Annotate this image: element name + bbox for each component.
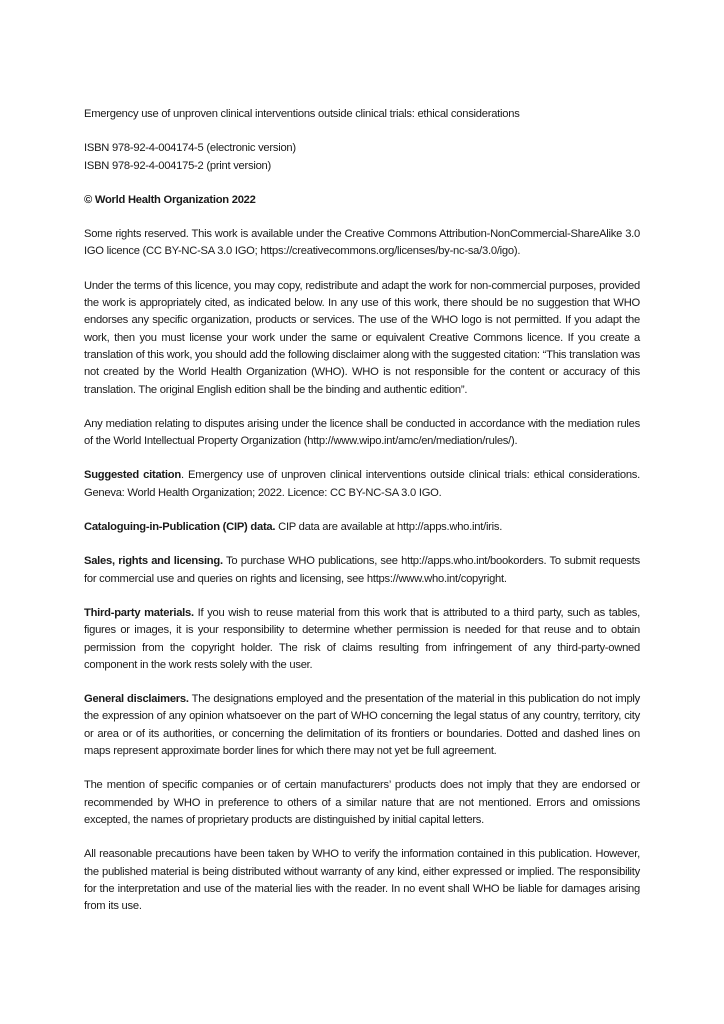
isbn-block	[84, 140, 640, 175]
mediation-paragraph: Any mediation relating to disputes arising under the licence shall be conducted in accordance with the mediation rules of the World Intellectual Property Organization (http://www.wipo.int/amc/en/mediation/rules/).	[84, 417, 640, 448]
sales-text: To purchase WHO publications, see http://apps.who.int/bookorders. To submit requests for commercial use and queries on rights and licensing, see https://www.who.int/copyright.	[84, 555, 640, 585]
companies-disclaimer: The mention of specific companies or of certain manufacturers’ products does not imply that they are endorsed or recommended by WHO in preference to others of a similar nature that are not mentioned. Errors and omissions excepted, the names of proprietary products are distinguished by initial capital letters.	[84, 779, 640, 826]
copyright-notice: © World Health Organization 2022	[84, 193, 256, 206]
cip-label: Cataloguing-in-Publication (CIP) data.	[84, 521, 276, 534]
third-party-materials	[84, 605, 640, 674]
suggested-citation-text: . Emergency use of unproven clinical interventions outside clinical trials: ethical considerations. Geneva: World Health Organization; 2022. Licence: CC BY-NC-SA 3.0 IGO.	[84, 469, 640, 499]
general-disclaimers-label: General disclaimers.	[84, 693, 189, 706]
third-party-label: Third-party materials.	[84, 606, 194, 619]
precautions-disclaimer: All reasonable precautions have been taken by WHO to verify the information contained in this publication. However, the published material is being distributed without warranty of any kind, either expressed or implied. The responsibility for the interpretation and use of the material lies with the reader. In no event shall WHO be liable for damages arising from its use.	[84, 848, 640, 913]
general-disclaimers-text: The designations employed and the presentation of the material in this publication do not imply the expression of any opinion whatsoever on the part of WHO concerning the legal status of any country, territory, city or area or of its authorities, or concerning the delimitation of its frontiers or boundaries. Dotted and dashed lines on maps represent approximate border lines for which there may not yet be full agreement.	[84, 693, 641, 758]
suggested-citation	[84, 467, 640, 502]
isbn-print: ISBN 978-92-4-004175-2 (print version)	[84, 159, 272, 172]
general-disclaimers	[84, 691, 640, 760]
document-title: Emergency use of unproven clinical interventions outside clinical trials: ethical considerations	[84, 108, 520, 120]
rights-statement: Some rights reserved. This work is available under the Creative Commons Attribution-NonCommercial-ShareAlike 3.0 IGO licence (CC BY-NC-SA 3.0 IGO; https://creativecommons.org/licenses/by-nc-sa/3.0/igo).	[84, 228, 640, 258]
isbn-electronic: ISBN 978-92-4-004174-5 (electronic version)	[84, 142, 296, 155]
sales-rights-licensing	[84, 553, 640, 588]
third-party-text: If you wish to reuse material from this work that is attributed to a third party, such as tables, figures or images, it is your responsibility to determine whether permission is needed for that reuse and to obtain permission from the copyright holder. The risk of claims resulting from infringement of any third-party-owned component in the work rests solely with the user.	[84, 606, 640, 671]
suggested-citation-label: Suggested citation	[84, 469, 181, 482]
sales-label: Sales, rights and licensing.	[84, 555, 223, 568]
cip-text: CIP data are available at http://apps.who.int/iris.	[275, 521, 503, 534]
licence-terms: Under the terms of this licence, you may copy, redistribute and adapt the work for non-commercial purposes, provided the work is appropriately cited, as indicated below. In any use of this work, there should be no suggestion that WHO endorses any specific organization, products or services. The use of the WHO logo is not permitted. If you adapt the work, then you must license your work under the same or equivalent Creative Commons licence. If you create a translation of this work, you should add the following disclaimer along with the suggested citation: “This translation was not created by the World Health Organization (WHO). WHO is not responsible for the content or accuracy of this translation. The original English edition shall be the binding and authentic edition”.	[84, 279, 640, 396]
page-content	[84, 106, 640, 915]
cip-data	[84, 519, 640, 536]
